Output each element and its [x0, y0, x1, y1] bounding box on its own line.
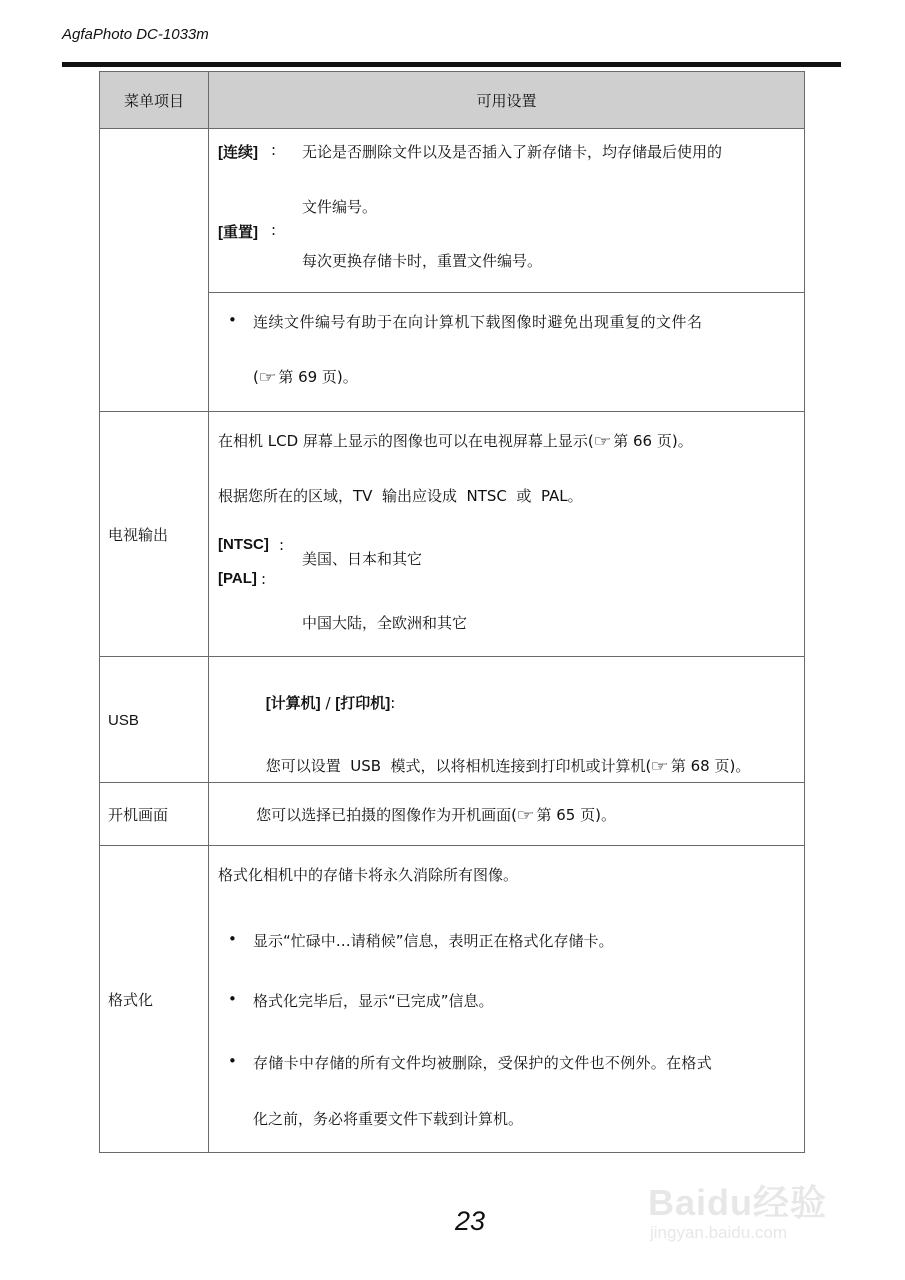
format-desc: 格式化相机中的存储卡将永久消除所有图像。 — [218, 866, 519, 884]
row-label-tv-output: 电视输出 — [100, 412, 209, 657]
page-number: 23 — [454, 1206, 486, 1236]
page-header-title: AgfaPhoto DC-1033m — [62, 26, 209, 43]
format-bullet: 显示“忙碌中…请稍候”信息，表明正在格式化存储卡。 — [253, 932, 614, 950]
bullet-icon: • — [228, 930, 237, 948]
row-label-format: 格式化 — [100, 846, 209, 1153]
row-label-startup-screen: 开机画面 — [100, 783, 209, 846]
reset-desc: 每次更换存储卡时，重置文件编号。 — [302, 252, 543, 270]
hand-pointer-icon: ☞ — [516, 805, 536, 824]
page-reference: 第 66 页)。 — [613, 432, 693, 450]
ntsc-label: [NTSC] — [218, 536, 269, 553]
usb-settings: [计算机] / [打印机]: 您可以设置 USB 模式，以将相机连接到打印机或计算机(☞第 68 页)。 — [209, 657, 805, 783]
usb-option-computer: [计算机] — [265, 695, 321, 712]
file-number-settings: [连续] : 无论是否删除文件以及是否插入了新存储卡，均存储最后使用的 文件编号。 [重置] : 每次更换存储卡时，重置文件编号。 — [209, 129, 805, 293]
bullet-icon: • — [228, 1052, 237, 1070]
tv-output-desc: 在相机 LCD 屏幕上显示的图像也可以在电视屏幕上显示( — [218, 432, 594, 450]
ntsc-desc: 美国、日本和其它 — [302, 550, 423, 568]
reset-label: [重置] — [218, 224, 258, 241]
hand-pointer-icon: ☞ — [593, 432, 612, 450]
hand-pointer-icon: ☞ — [258, 368, 278, 386]
page-reference: 第 65 页)。 — [536, 805, 616, 824]
column-header-item: 菜单项目 — [100, 72, 209, 129]
pal-desc: 中国大陆，全欧洲和其它 — [302, 614, 468, 632]
format-bullet: 存储卡中存储的所有文件均被删除，受保护的文件也不例外。在格式 — [253, 1054, 713, 1072]
usb-option-printer: [打印机] — [335, 695, 391, 712]
watermark-logo: Baidu经验 — [648, 1182, 828, 1223]
continuous-label: [连续] — [218, 144, 258, 161]
bullet-icon: • — [228, 990, 237, 1008]
startup-desc: 您可以选择已拍摄的图像作为开机画面( — [256, 805, 518, 824]
header-rule — [62, 62, 841, 67]
page-reference: 第 69 页)。 — [278, 368, 358, 386]
watermark-url: jingyan.baidu.com — [650, 1223, 788, 1242]
table-row — [100, 846, 805, 1153]
table-row — [100, 412, 805, 657]
pal-label: [PAL] — [218, 570, 257, 587]
page-reference: 第 68 页)。 — [670, 757, 751, 775]
continuous-desc: 无论是否删除文件以及是否插入了新存储卡，均存储最后使用的 — [302, 143, 723, 161]
file-number-note: • 连续文件编号有助于在向计算机下载图像时避免出现重复的文件名 (☞第 69 页)。 — [209, 293, 805, 412]
table-row — [100, 129, 805, 293]
tv-region-desc: 根据您所在的区域，TV 输出应设成 NTSC 或 PAL。 — [218, 487, 583, 505]
table-header-row — [100, 72, 805, 129]
tv-output-settings: 在相机 LCD 屏幕上显示的图像也可以在电视屏幕上显示(☞第 66 页)。 根据您所在的区域，TV 输出应设成 NTSC 或 PAL。 [NTSC] : 美国、日本和其它 [PAL] : 中国大陆，全欧洲和其它 — [209, 412, 805, 657]
bullet-icon: • — [228, 311, 237, 329]
usb-desc: 您可以设置 USB 模式，以将相机连接到打印机或计算机( — [265, 757, 652, 775]
format-bullet-continued: 化之前，务必将重要文件下载到计算机。 — [253, 1110, 524, 1128]
hand-pointer-icon: ☞ — [650, 757, 670, 775]
table-row — [100, 657, 805, 783]
settings-table — [99, 71, 805, 1153]
column-header-settings: 可用设置 — [209, 72, 805, 129]
row-label-file-number — [100, 129, 209, 412]
format-settings — [209, 846, 805, 1153]
format-bullet: 格式化完毕后，显示“已完成”信息。 — [253, 992, 494, 1010]
continuous-desc-2: 文件编号。 — [302, 198, 378, 216]
note-text: 连续文件编号有助于在向计算机下载图像时避免出现重复的文件名 — [253, 313, 703, 331]
row-label-usb: USB — [100, 657, 209, 783]
